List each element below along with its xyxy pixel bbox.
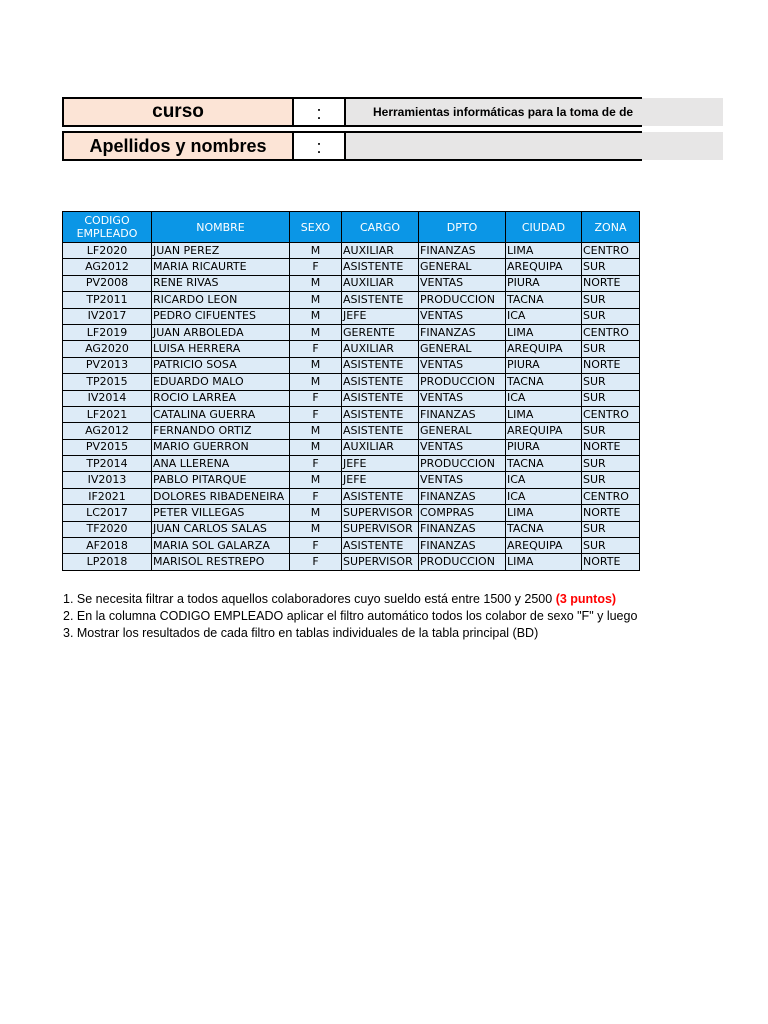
instruction-text: 1. Se necesita filtrar a todos aquellos colaboradores cuyo sueldo está entre 1500 y 2500 bbox=[63, 592, 556, 606]
cell-codigo[interactable]: TP2011 bbox=[63, 292, 152, 308]
cell-sexo[interactable]: M bbox=[290, 308, 342, 324]
instruction-points: (3 puntos) bbox=[555, 592, 617, 606]
curso-value-extension bbox=[642, 98, 723, 126]
cell-zona[interactable]: SUR bbox=[582, 423, 640, 439]
cell-ciudad[interactable]: PIURA bbox=[506, 439, 582, 455]
table-row bbox=[63, 324, 640, 340]
cell-cargo[interactable]: ASISTENTE bbox=[342, 292, 419, 308]
cell-dpto[interactable]: FINANZAS bbox=[419, 521, 506, 537]
cell-zona[interactable]: SUR bbox=[582, 308, 640, 324]
cell-sexo[interactable]: F bbox=[290, 406, 342, 422]
cell-ciudad[interactable]: AREQUIPA bbox=[506, 259, 582, 275]
cell-nombre[interactable]: PATRICIO SOSA bbox=[152, 357, 290, 373]
cell-cargo[interactable]: AUXILIAR bbox=[342, 341, 419, 357]
cell-ciudad[interactable]: AREQUIPA bbox=[506, 341, 582, 357]
instruction-text: 3. Mostrar los resultados de cada filtro en tablas individuales de la tabla principal (BD) bbox=[63, 626, 539, 640]
instructions bbox=[63, 591, 637, 642]
column-header-zona[interactable]: ZONA bbox=[582, 212, 640, 243]
cell-ciudad[interactable]: PIURA bbox=[506, 275, 582, 291]
cell-cargo[interactable]: JEFE bbox=[342, 472, 419, 488]
table-row bbox=[63, 423, 640, 439]
column-header-dpto[interactable]: DPTO bbox=[419, 212, 506, 243]
cell-sexo[interactable]: M bbox=[290, 292, 342, 308]
cell-ciudad[interactable]: TACNA bbox=[506, 456, 582, 472]
cell-ciudad[interactable]: ICA bbox=[506, 308, 582, 324]
cell-sexo[interactable]: F bbox=[290, 456, 342, 472]
cell-cargo[interactable]: ASISTENTE bbox=[342, 488, 419, 504]
cell-cargo[interactable]: ASISTENTE bbox=[342, 390, 419, 406]
cell-sexo[interactable]: M bbox=[290, 243, 342, 259]
cell-codigo[interactable]: IV2013 bbox=[63, 472, 152, 488]
cell-codigo[interactable]: IF2021 bbox=[63, 488, 152, 504]
employee-table bbox=[62, 211, 640, 571]
cell-cargo[interactable]: GERENTE bbox=[342, 324, 419, 340]
cell-nombre[interactable]: PABLO PITARQUE bbox=[152, 472, 290, 488]
cell-zona[interactable]: SUR bbox=[582, 292, 640, 308]
cell-cargo[interactable]: SUPERVISOR bbox=[342, 505, 419, 521]
cell-nombre[interactable]: JUAN CARLOS SALAS bbox=[152, 521, 290, 537]
cell-sexo[interactable]: F bbox=[290, 341, 342, 357]
cell-nombre[interactable]: PETER VILLEGAS bbox=[152, 505, 290, 521]
cell-cargo[interactable]: AUXILIAR bbox=[342, 439, 419, 455]
cell-sexo[interactable]: M bbox=[290, 357, 342, 373]
cell-nombre[interactable]: ROCIO LARREA bbox=[152, 390, 290, 406]
cell-sexo[interactable]: M bbox=[290, 521, 342, 537]
cell-codigo[interactable]: LP2018 bbox=[63, 554, 152, 570]
cell-ciudad[interactable]: ICA bbox=[506, 488, 582, 504]
cell-ciudad[interactable]: LIMA bbox=[506, 554, 582, 570]
cell-dpto[interactable]: FINANZAS bbox=[419, 406, 506, 422]
cell-sexo[interactable]: M bbox=[290, 423, 342, 439]
cell-cargo[interactable]: ASISTENTE bbox=[342, 538, 419, 554]
cell-dpto[interactable]: VENTAS bbox=[419, 275, 506, 291]
table-row bbox=[63, 341, 640, 357]
curso-value-cell[interactable]: Herramientas informáticas para la toma de de bbox=[346, 99, 644, 125]
cell-dpto[interactable]: VENTAS bbox=[419, 308, 506, 324]
cell-ciudad[interactable]: LIMA bbox=[506, 406, 582, 422]
cell-codigo[interactable]: LF2020 bbox=[63, 243, 152, 259]
cell-sexo[interactable]: M bbox=[290, 505, 342, 521]
cell-nombre[interactable]: MARIA SOL GALARZA bbox=[152, 538, 290, 554]
cell-ciudad[interactable]: LIMA bbox=[506, 324, 582, 340]
cell-codigo[interactable]: PV2008 bbox=[63, 275, 152, 291]
cell-nombre[interactable]: LUISA HERRERA bbox=[152, 341, 290, 357]
cell-sexo[interactable]: M bbox=[290, 472, 342, 488]
cell-dpto[interactable]: VENTAS bbox=[419, 439, 506, 455]
cell-zona[interactable]: CENTRO bbox=[582, 243, 640, 259]
cell-sexo[interactable]: F bbox=[290, 554, 342, 570]
cell-ciudad[interactable]: TACNA bbox=[506, 521, 582, 537]
cell-cargo[interactable]: JEFE bbox=[342, 456, 419, 472]
table-row bbox=[63, 505, 640, 521]
cell-codigo[interactable]: AG2012 bbox=[63, 259, 152, 275]
cell-codigo[interactable]: TP2014 bbox=[63, 456, 152, 472]
cell-ciudad[interactable]: ICA bbox=[506, 390, 582, 406]
cell-codigo[interactable]: LC2017 bbox=[63, 505, 152, 521]
table-row bbox=[63, 259, 640, 275]
cell-sexo[interactable]: M bbox=[290, 439, 342, 455]
nombres-value-extension bbox=[642, 132, 723, 160]
column-header-cargo[interactable]: CARGO bbox=[342, 212, 419, 243]
cell-sexo[interactable]: F bbox=[290, 538, 342, 554]
column-header-sexo[interactable]: SEXO bbox=[290, 212, 342, 243]
cell-sexo[interactable]: M bbox=[290, 275, 342, 291]
cell-nombre[interactable]: JUAN PEREZ bbox=[152, 243, 290, 259]
cell-codigo[interactable]: IV2017 bbox=[63, 308, 152, 324]
table-row bbox=[63, 456, 640, 472]
cell-zona[interactable]: NORTE bbox=[582, 357, 640, 373]
cell-sexo[interactable]: F bbox=[290, 259, 342, 275]
cell-zona[interactable]: SUR bbox=[582, 341, 640, 357]
cell-codigo[interactable]: LF2021 bbox=[63, 406, 152, 422]
cell-ciudad[interactable]: AREQUIPA bbox=[506, 538, 582, 554]
cell-dpto[interactable]: FINANZAS bbox=[419, 488, 506, 504]
cell-nombre[interactable]: MARISOL RESTREPO bbox=[152, 554, 290, 570]
instruction-line bbox=[63, 591, 637, 608]
table-row bbox=[63, 406, 640, 422]
cell-zona[interactable]: CENTRO bbox=[582, 406, 640, 422]
table-header-row bbox=[63, 212, 640, 243]
instruction-line bbox=[63, 625, 637, 642]
cell-zona[interactable]: SUR bbox=[582, 390, 640, 406]
cell-ciudad[interactable]: LIMA bbox=[506, 505, 582, 521]
cell-dpto[interactable]: GENERAL bbox=[419, 341, 506, 357]
cell-sexo[interactable]: F bbox=[290, 390, 342, 406]
curso-label: curso bbox=[64, 99, 294, 125]
cell-codigo[interactable]: AG2012 bbox=[63, 423, 152, 439]
table-row bbox=[63, 390, 640, 406]
cell-nombre[interactable]: CATALINA GUERRA bbox=[152, 406, 290, 422]
cell-dpto[interactable]: COMPRAS bbox=[419, 505, 506, 521]
cell-nombre[interactable]: MARIA RICAURTE bbox=[152, 259, 290, 275]
cell-ciudad[interactable]: TACNA bbox=[506, 292, 582, 308]
cell-nombre[interactable]: RENE RIVAS bbox=[152, 275, 290, 291]
table-row bbox=[63, 488, 640, 504]
cell-cargo[interactable]: ASISTENTE bbox=[342, 423, 419, 439]
cell-dpto[interactable]: VENTAS bbox=[419, 390, 506, 406]
cell-cargo[interactable]: ASISTENTE bbox=[342, 406, 419, 422]
table-row bbox=[63, 275, 640, 291]
cell-dpto[interactable]: PRODUCCION bbox=[419, 554, 506, 570]
cell-ciudad[interactable]: PIURA bbox=[506, 357, 582, 373]
table-row bbox=[63, 357, 640, 373]
cell-codigo[interactable]: LF2019 bbox=[63, 324, 152, 340]
cell-cargo[interactable]: AUXILIAR bbox=[342, 275, 419, 291]
cell-cargo[interactable]: ASISTENTE bbox=[342, 259, 419, 275]
column-header-codigo[interactable]: CODIGO EMPLEADO bbox=[63, 212, 152, 243]
cell-nombre[interactable]: MARIO GUERRON bbox=[152, 439, 290, 455]
cell-dpto[interactable]: VENTAS bbox=[419, 357, 506, 373]
cell-sexo[interactable]: M bbox=[290, 324, 342, 340]
cell-zona[interactable]: NORTE bbox=[582, 275, 640, 291]
cell-zona[interactable]: SUR bbox=[582, 456, 640, 472]
nombres-value-cell[interactable] bbox=[346, 133, 644, 159]
cell-ciudad[interactable]: AREQUIPA bbox=[506, 423, 582, 439]
cell-ciudad[interactable]: LIMA bbox=[506, 243, 582, 259]
cell-nombre[interactable]: EDUARDO MALO bbox=[152, 374, 290, 390]
cell-dpto[interactable]: PRODUCCION bbox=[419, 374, 506, 390]
cell-dpto[interactable]: FINANZAS bbox=[419, 243, 506, 259]
cell-codigo[interactable]: TF2020 bbox=[63, 521, 152, 537]
table-row bbox=[63, 439, 640, 455]
cell-dpto[interactable]: FINANZAS bbox=[419, 324, 506, 340]
table-row bbox=[63, 521, 640, 537]
column-header-ciudad[interactable]: CIUDAD bbox=[506, 212, 582, 243]
cell-dpto[interactable]: PRODUCCION bbox=[419, 292, 506, 308]
column-header-nombre[interactable]: NOMBRE bbox=[152, 212, 290, 243]
nombres-row bbox=[62, 131, 642, 161]
table-row bbox=[63, 243, 640, 259]
cell-zona[interactable]: SUR bbox=[582, 472, 640, 488]
nombres-colon: : bbox=[294, 133, 346, 159]
cell-zona[interactable]: SUR bbox=[582, 521, 640, 537]
cell-sexo[interactable]: M bbox=[290, 374, 342, 390]
cell-ciudad[interactable]: ICA bbox=[506, 472, 582, 488]
cell-nombre[interactable]: DOLORES RIBADENEIRA bbox=[152, 488, 290, 504]
cell-zona[interactable]: SUR bbox=[582, 374, 640, 390]
cell-zona[interactable]: NORTE bbox=[582, 505, 640, 521]
cell-dpto[interactable]: VENTAS bbox=[419, 472, 506, 488]
cell-zona[interactable]: CENTRO bbox=[582, 324, 640, 340]
nombres-label: Apellidos y nombres bbox=[64, 133, 294, 159]
cell-codigo[interactable]: TP2015 bbox=[63, 374, 152, 390]
cell-nombre[interactable]: FERNANDO ORTIZ bbox=[152, 423, 290, 439]
cell-ciudad[interactable]: TACNA bbox=[506, 374, 582, 390]
cell-nombre[interactable]: PEDRO CIFUENTES bbox=[152, 308, 290, 324]
cell-codigo[interactable]: PV2015 bbox=[63, 439, 152, 455]
cell-zona[interactable]: SUR bbox=[582, 538, 640, 554]
curso-colon: : bbox=[294, 99, 346, 125]
table-row bbox=[63, 308, 640, 324]
instruction-text: 2. En la columna CODIGO EMPLEADO aplicar el filtro automático todos los colabor de sexo "F" y luego bbox=[63, 609, 638, 623]
cell-zona[interactable]: CENTRO bbox=[582, 488, 640, 504]
cell-nombre[interactable]: RICARDO LEON bbox=[152, 292, 290, 308]
cell-dpto[interactable]: GENERAL bbox=[419, 259, 506, 275]
table-row bbox=[63, 538, 640, 554]
cell-sexo[interactable]: F bbox=[290, 488, 342, 504]
table-row bbox=[63, 292, 640, 308]
cell-cargo[interactable]: SUPERVISOR bbox=[342, 554, 419, 570]
cell-cargo[interactable]: ASISTENTE bbox=[342, 357, 419, 373]
cell-codigo[interactable]: AF2018 bbox=[63, 538, 152, 554]
cell-dpto[interactable]: FINANZAS bbox=[419, 538, 506, 554]
cell-zona[interactable]: NORTE bbox=[582, 439, 640, 455]
table-row bbox=[63, 472, 640, 488]
curso-row bbox=[62, 97, 642, 127]
cell-dpto[interactable]: PRODUCCION bbox=[419, 456, 506, 472]
cell-nombre[interactable]: ANA LLERENA bbox=[152, 456, 290, 472]
cell-dpto[interactable]: GENERAL bbox=[419, 423, 506, 439]
cell-codigo[interactable]: AG2020 bbox=[63, 341, 152, 357]
cell-cargo[interactable]: AUXILIAR bbox=[342, 243, 419, 259]
cell-zona[interactable]: SUR bbox=[582, 259, 640, 275]
instruction-line bbox=[63, 608, 637, 625]
cell-cargo[interactable]: SUPERVISOR bbox=[342, 521, 419, 537]
cell-cargo[interactable]: ASISTENTE bbox=[342, 374, 419, 390]
table-row bbox=[63, 554, 640, 570]
cell-cargo[interactable]: JEFE bbox=[342, 308, 419, 324]
cell-zona[interactable]: NORTE bbox=[582, 554, 640, 570]
table-body bbox=[63, 243, 640, 571]
table-row bbox=[63, 374, 640, 390]
cell-codigo[interactable]: PV2013 bbox=[63, 357, 152, 373]
cell-nombre[interactable]: JUAN ARBOLEDA bbox=[152, 324, 290, 340]
cell-codigo[interactable]: IV2014 bbox=[63, 390, 152, 406]
